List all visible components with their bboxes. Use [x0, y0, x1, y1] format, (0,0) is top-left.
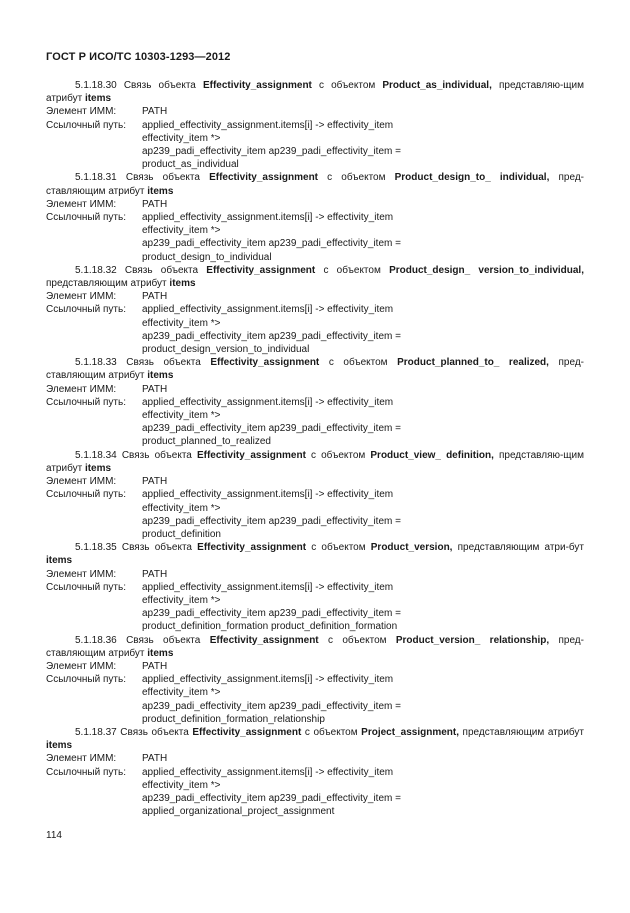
reference-path-line: applied_effectivity_assignment.items[i] -> effectivity_item	[142, 766, 394, 778]
reference-path-line: ap239_padi_effectivity_item ap239_padi_effectivity_item =	[142, 608, 401, 620]
element-row	[46, 290, 584, 303]
section-number: 5.1.18.31	[75, 172, 117, 184]
reference-path-label: Ссылочный путь:	[46, 212, 126, 224]
element-value: PATH	[142, 476, 168, 488]
source-entity: Effectivity_assignment	[197, 542, 307, 554]
heading-text: пред-ставляющим атрибут	[46, 357, 584, 382]
reference-path-row	[46, 303, 584, 356]
reference-path-lines	[142, 119, 584, 172]
reference-path-line: applied_effectivity_assignment.items[i] -> effectivity_item	[142, 119, 394, 131]
heading-text: Связь объекта	[116, 172, 210, 184]
document-header: ГОСТ Р ИСО/ТС 10303-1293—2012	[46, 51, 231, 63]
reference-path-lines	[142, 303, 584, 356]
element-value: PATH	[142, 383, 168, 395]
element-label: Элемент ИММ:	[46, 568, 117, 580]
reference-path-lines	[142, 211, 584, 264]
section-heading	[46, 79, 584, 105]
reference-path-label: Ссылочный путь:	[46, 674, 126, 686]
element-row	[46, 105, 584, 118]
section-heading	[46, 634, 584, 660]
heading-text: представляющим атрибут	[458, 726, 584, 738]
reference-path-line: applied_effectivity_assignment.items[i] -> effectivity_item	[142, 212, 394, 224]
element-label: Элемент ИММ:	[46, 660, 117, 672]
reference-path-line: applied_effectivity_assignment.items[i] -> effectivity_item	[142, 581, 394, 593]
source-entity: Effectivity_assignment	[202, 80, 312, 91]
element-label: Элемент ИММ:	[46, 106, 117, 118]
document-body	[46, 79, 584, 818]
heading-text: Связь объекта	[116, 357, 211, 369]
reference-path-line: ap239_padi_effectivity_item ap239_padi_effectivity_item =	[142, 238, 401, 250]
section-number: 5.1.18.35	[75, 542, 117, 554]
reference-path-line: product_design_to_individual	[142, 251, 272, 263]
section-heading	[46, 171, 584, 197]
section-number: 5.1.18.37	[75, 726, 117, 738]
heading-text: Связь объекта	[116, 80, 203, 91]
heading-text: Связь объекта	[116, 264, 207, 276]
reference-path-line: effectivity_item *>	[142, 225, 221, 237]
reference-path-label: Ссылочный путь:	[46, 119, 126, 131]
element-value: PATH	[142, 660, 168, 672]
reference-path-row	[46, 581, 584, 634]
section-number: 5.1.18.30	[75, 80, 117, 91]
reference-path-line: ap239_padi_effectivity_item ap239_padi_effectivity_item =	[142, 515, 401, 527]
element-value: PATH	[142, 753, 168, 765]
element-value: PATH	[142, 291, 168, 303]
element-label: Элемент ИММ:	[46, 383, 117, 395]
section-heading	[46, 264, 584, 290]
heading-text: пред-ставляющим атрибут	[46, 634, 584, 659]
reference-path-label: Ссылочный путь:	[46, 766, 126, 778]
element-row	[46, 475, 584, 488]
element-row	[46, 660, 584, 673]
reference-path-line: applied_effectivity_assignment.items[i] -> effectivity_item	[142, 489, 394, 501]
target-entity: Project_assignment,	[361, 726, 459, 738]
source-entity: Effectivity_assignment	[209, 634, 319, 646]
reference-path-lines	[142, 581, 584, 634]
page-number: 114	[46, 830, 62, 841]
mapping-section	[46, 541, 584, 633]
section-number: 5.1.18.33	[75, 357, 117, 369]
mapping-section	[46, 264, 584, 356]
reference-path-line: ap239_padi_effectivity_item ap239_padi_effectivity_item =	[142, 146, 401, 158]
heading-text: Связь объекта	[116, 542, 198, 554]
reference-path-line: ap239_padi_effectivity_item ap239_padi_effectivity_item =	[142, 700, 401, 712]
target-entity: Product_design_to_ individual,	[394, 172, 550, 184]
heading-text: представляю-щим атрибут	[46, 80, 584, 105]
section-number: 5.1.18.34	[75, 449, 117, 461]
reference-path-label: Ссылочный путь:	[46, 396, 126, 408]
element-label: Элемент ИММ:	[46, 198, 117, 210]
attribute-name: items	[84, 462, 112, 474]
source-entity: Effectivity_assignment	[209, 172, 319, 184]
section-number: 5.1.18.36	[75, 634, 117, 646]
heading-text: с объектом	[319, 357, 398, 369]
mapping-section	[46, 356, 584, 448]
reference-path-line: applied_effectivity_assignment.items[i] -> effectivity_item	[142, 674, 394, 686]
reference-path-row	[46, 488, 584, 541]
section-number: 5.1.18.32	[75, 264, 117, 276]
reference-path-line: applied_organizational_project_assignment	[142, 806, 335, 818]
heading-text: с объектом	[301, 726, 362, 738]
reference-path-line: product_design_version_to_individual	[142, 344, 310, 356]
reference-path-lines	[142, 396, 584, 449]
element-row	[46, 198, 584, 211]
attribute-name: items	[169, 278, 196, 290]
heading-text: Связь объекта	[116, 634, 210, 646]
heading-text: с объектом	[318, 172, 395, 184]
attribute-name: items	[84, 93, 112, 105]
reference-path-line: effectivity_item *>	[142, 687, 221, 699]
heading-text: Связь объекта	[116, 726, 193, 738]
attribute-name: items	[147, 370, 174, 382]
reference-path-row	[46, 211, 584, 264]
reference-path-lines	[142, 673, 584, 726]
mapping-section	[46, 726, 584, 818]
reference-path-line: applied_effectivity_assignment.items[i] -> effectivity_item	[142, 304, 394, 316]
heading-text: с объектом	[311, 80, 383, 91]
element-value: PATH	[142, 106, 168, 118]
heading-text: с объектом	[318, 634, 396, 646]
target-entity: Product_view_ definition,	[370, 449, 494, 461]
reference-path-line: effectivity_item *>	[142, 779, 221, 791]
element-row	[46, 383, 584, 396]
reference-path-line: effectivity_item *>	[142, 594, 221, 606]
attribute-name: items	[46, 555, 73, 567]
mapping-section	[46, 449, 584, 541]
heading-text: с объектом	[305, 449, 371, 461]
heading-text: представляющим атри-бут	[452, 542, 584, 554]
reference-path-line: product_definition_formation product_definition_formation	[142, 621, 398, 633]
target-entity: Product_planned_to_ realized,	[397, 357, 549, 369]
heading-text: представляющим атрибут	[46, 278, 170, 290]
reference-path-line: product_definition_formation_relationship	[142, 713, 325, 725]
reference-path-lines	[142, 488, 584, 541]
reference-path-line: effectivity_item *>	[142, 410, 221, 422]
reference-path-line: ap239_padi_effectivity_item ap239_padi_effectivity_item =	[142, 423, 401, 435]
source-entity: Effectivity_assignment	[210, 357, 320, 369]
attribute-name: items	[46, 740, 73, 752]
reference-path-line: effectivity_item *>	[142, 502, 221, 514]
reference-path-row	[46, 119, 584, 172]
reference-path-line: product_definition	[142, 528, 221, 540]
heading-text: Связь объекта	[116, 449, 197, 461]
target-entity: Product_as_individual,	[382, 80, 492, 91]
reference-path-line: ap239_padi_effectivity_item ap239_padi_effectivity_item =	[142, 792, 401, 804]
heading-text: с объектом	[315, 264, 390, 276]
heading-text: пред-ставляющим атрибут	[46, 172, 584, 197]
reference-path-label: Ссылочный путь:	[46, 304, 126, 316]
reference-path-line: effectivity_item *>	[142, 132, 221, 144]
target-entity: Product_version_ relationship,	[395, 634, 550, 646]
reference-path-line: product_as_individual	[142, 159, 239, 171]
reference-path-line: applied_effectivity_assignment.items[i] -> effectivity_item	[142, 396, 394, 408]
source-entity: Effectivity_assignment	[206, 264, 316, 276]
reference-path-line: product_planned_to_realized	[142, 436, 271, 448]
section-heading	[46, 726, 584, 752]
section-heading	[46, 541, 584, 567]
reference-path-row	[46, 396, 584, 449]
heading-text: с объектом	[306, 542, 371, 554]
reference-path-row	[46, 766, 584, 819]
source-entity: Effectivity_assignment	[192, 726, 302, 738]
target-entity: Product_design_ version_to_individual,	[389, 264, 584, 276]
mapping-section	[46, 79, 584, 171]
source-entity: Effectivity_assignment	[196, 449, 306, 461]
reference-path-line: effectivity_item *>	[142, 317, 221, 329]
reference-path-line: ap239_padi_effectivity_item ap239_padi_effectivity_item =	[142, 330, 401, 342]
reference-path-lines	[142, 766, 584, 819]
mapping-section	[46, 171, 584, 263]
element-row	[46, 568, 584, 581]
reference-path-row	[46, 673, 584, 726]
element-label: Элемент ИММ:	[46, 476, 117, 488]
target-entity: Product_version,	[370, 542, 453, 554]
mapping-section	[46, 634, 584, 726]
element-value: PATH	[142, 568, 168, 580]
attribute-name: items	[147, 647, 174, 659]
reference-path-label: Ссылочный путь:	[46, 489, 126, 501]
section-heading	[46, 449, 584, 475]
element-value: PATH	[142, 198, 168, 210]
heading-text: представляю-щим атрибут	[46, 449, 584, 474]
element-row	[46, 752, 584, 765]
section-heading	[46, 356, 584, 382]
reference-path-label: Ссылочный путь:	[46, 581, 126, 593]
attribute-name: items	[147, 185, 174, 197]
element-label: Элемент ИММ:	[46, 753, 117, 765]
element-label: Элемент ИММ:	[46, 291, 117, 303]
